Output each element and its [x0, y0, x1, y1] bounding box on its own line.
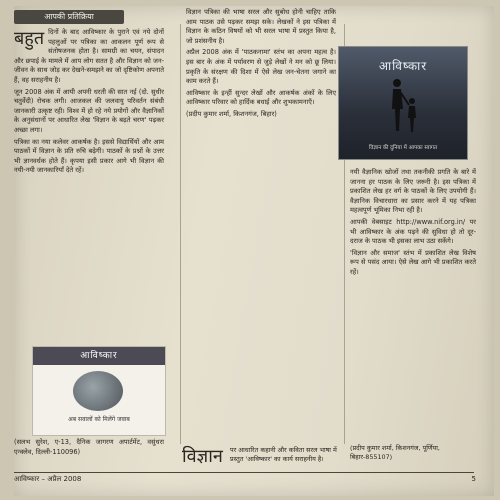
parent-child-silhouette-icon	[385, 75, 421, 135]
col3-paragraph-2: आपकी वेबसाइट http://www.nif.org.in/ पर भी आविष्कार के अंक पढ़ने की सुविधा हो तो दूर-दराज के पाठक भी इसका लाभ उठा सकेंगे।	[350, 217, 476, 246]
page-number: 5	[471, 475, 476, 483]
globe-icon	[73, 371, 123, 411]
col1-signature: (सलभ सुरेश, ए-13, दैनिक जागरण अपार्टमेंट, वसुंधरा एन्क्लेव, दिल्ली-110096)	[14, 438, 164, 456]
dropcap-word: बहुत	[14, 28, 45, 49]
advert-right-sub: विज्ञान की दुनिया में आपका स्वागत	[368, 145, 438, 151]
col1-paragraph-1: दिनों के बाद आविष्कार के पुराने एवं नये दोनों पहलुओं पर पत्रिका का आकलन पूर्ण रूप से संतोषजनक होता है। सामग्री का चयन, संपादन और छपाई के मामले में आप लोग सतत है और विज्ञान को जन-जीवन के साथ जोड़ कर देखने-समझने का जो दृष्टिकोण अपनाते हैं, वह सराहनीय है।	[14, 28, 164, 84]
col2-paragraph-2: अप्रैल 2008 अंक में 'पाठकनामा' स्तंभ का अपना महत्व है। इस बार के अंक में पर्यावरण से जुड़े लेखों ने मन को छू लिया। प्रकृति के संरक्षण की दिशा में ऐसे लेख जन-चेतना जगाने का काम करते हैं।	[186, 48, 336, 86]
footer-rule	[14, 472, 474, 473]
col1-paragraph-3: पत्रिका का नया कलेवर आकर्षक है। इससे विद्यार्थियों और आम पाठकों में विज्ञान के प्रति रुचि बढ़ेगी। पाठकों के प्रश्नों के उत्तर भी ज्ञानवर्धक होते हैं। कृपया इसी प्रकार आगे भी विज्ञान की नयी-नयी जानकारियाँ देते रहें।	[14, 137, 164, 175]
advert-caption: अब सवालों को मिलेंगे जवाब	[68, 416, 130, 423]
column-1	[14, 28, 164, 178]
vigyan-heading: विज्ञान	[182, 446, 223, 467]
advert-right-title: आविष्कार	[378, 59, 428, 73]
col2-signature: (प्रदीप कुमार शर्मा, किशनगंज, बिहार)	[186, 109, 277, 118]
column-3	[350, 168, 476, 280]
advert-band-title: आविष्कार	[33, 347, 165, 365]
column-divider-1	[180, 24, 181, 444]
col2-paragraph-3: आविष्कार के इन्हीं सुन्दर लेखों और आकर्षक अंकों के लिए आविष्कार परिवार को हार्दिक बधाई और शुभकामनाएँ।	[186, 88, 336, 107]
col3-address: (प्रदीप कुमार शर्मा, किशनगंज, पूर्णिया, बिहार-855107)	[350, 444, 440, 461]
col1-paragraph-2: जून 2008 अंक में आयी अपनी धरती की सात नई (दो. सुधीर चतुर्वेदी) रोचक लगी। आजकल की जलवायु परिवर्तन संबंधी जानकारी उत्कृष्ट रही। विश्व में हो रहे नये प्रयोगों और वैज्ञानिकों के अनुसंधानों पर आधारित लेख 'विज्ञान के बढ़ते चरण' पढ़कर अच्छा लगा।	[14, 87, 164, 134]
footer-title: आविष्कार – अप्रैल 2008	[14, 475, 82, 483]
col2-paragraph-1: विज्ञान पत्रिका की भाषा सरल और सुबोध होनी चाहिए ताकि आम पाठक उसे पढ़कर समझ सके। लेखकों ने इस पत्रिका में विज्ञान के कठिन विषयों को भी सरल भाषा में प्रस्तुत किया है, जो प्रशंसनीय है।	[186, 8, 336, 45]
advert-image-right	[338, 46, 468, 160]
col3-paragraph-1: नयी वैज्ञानिक खोजों तथा तकनीकी प्रगति के बारे में जानना हर पाठक के लिए जरूरी है। इस पत्रिका में प्रकाशित लेख हर वर्ग के पाठकों के लिए उपयोगी हैं। वैज्ञानिक विचारधारा का प्रसार करने में यह पत्रिका महत्वपूर्ण भूमिका निभा रही है।	[350, 168, 476, 215]
advert-image-left	[32, 346, 166, 436]
col3-paragraph-3: 'विज्ञान और समाज' स्तंभ में प्रकाशित लेख विशेष रूप से पसंद आया। ऐसे लेख आगे भी प्रकाशित करते रहें।	[350, 248, 476, 276]
column-1-signature	[14, 438, 164, 459]
column-2	[186, 8, 336, 122]
section-header: आपकी प्रतिक्रिया	[14, 10, 124, 24]
vigyan-text: पर आधारित कहानी और कविता सरल भाषा में प्रस्तुत 'आविष्कार' का कार्य सराहनीय है।	[230, 446, 337, 463]
